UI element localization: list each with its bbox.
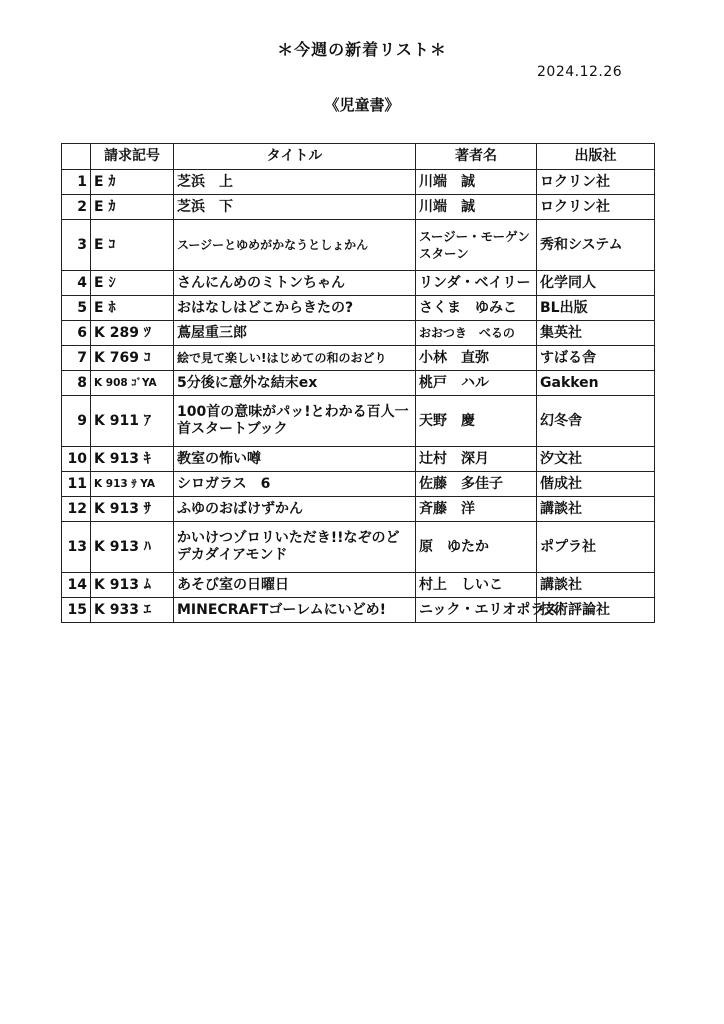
row-number: 14	[62, 573, 91, 598]
author: ニック・エリオポラス	[416, 598, 537, 623]
book-title: おはなしはどこからきたの?	[174, 296, 416, 321]
publisher: すばる舎	[537, 346, 655, 371]
row-number: 7	[62, 346, 91, 371]
table-row	[62, 497, 655, 522]
row-number: 15	[62, 598, 91, 623]
row-number: 12	[62, 497, 91, 522]
table-row	[62, 396, 655, 447]
book-title: スージーとゆめがかなうとしょかん	[174, 220, 416, 271]
author: スージー・モーゲンスターン	[416, 220, 537, 271]
publisher: BL出版	[537, 296, 655, 321]
call-number: K 913 ﾊ	[91, 522, 174, 573]
publisher: ロクリン社	[537, 195, 655, 220]
row-number: 11	[62, 472, 91, 497]
column-header-call-number: 請求記号	[91, 144, 174, 170]
call-number: E ｶ	[91, 170, 174, 195]
row-number: 3	[62, 220, 91, 271]
publisher: 汐文社	[537, 447, 655, 472]
table-row	[62, 346, 655, 371]
publisher: 秀和システム	[537, 220, 655, 271]
publisher: 偕成社	[537, 472, 655, 497]
publisher: 技術評論社	[537, 598, 655, 623]
author: 川端 誠	[416, 195, 537, 220]
table-row	[62, 522, 655, 573]
author: 佐藤 多佳子	[416, 472, 537, 497]
book-title: 芝浜 下	[174, 195, 416, 220]
table-header-row	[62, 144, 655, 170]
row-number: 6	[62, 321, 91, 346]
call-number: K 913 ｻ YA	[91, 472, 174, 497]
author: リンダ・ベイリー	[416, 271, 537, 296]
publisher: ポプラ社	[537, 522, 655, 573]
publisher: 化学同人	[537, 271, 655, 296]
publisher: 幻冬舎	[537, 396, 655, 447]
table-row	[62, 170, 655, 195]
book-title: かいけつゾロリいただき!!なぞのどデカダイアモンド	[174, 522, 416, 573]
row-number: 2	[62, 195, 91, 220]
author: 辻村 深月	[416, 447, 537, 472]
author: 村上 しいこ	[416, 573, 537, 598]
book-title: 蔦屋重三郎	[174, 321, 416, 346]
row-number: 13	[62, 522, 91, 573]
row-number: 10	[62, 447, 91, 472]
table-row	[62, 220, 655, 271]
publisher: Gakken	[537, 371, 655, 396]
table-row	[62, 573, 655, 598]
table-row	[62, 296, 655, 321]
book-title: 絵で見て楽しい!はじめての和のおどり	[174, 346, 416, 371]
column-header-author: 著者名	[416, 144, 537, 170]
call-number: K 769 ｺ	[91, 346, 174, 371]
author: 川端 誠	[416, 170, 537, 195]
category-heading: 《児童書》	[324, 96, 400, 114]
column-header-number	[62, 144, 91, 170]
call-number: E ﾎ	[91, 296, 174, 321]
book-title: 5分後に意外な結末ex	[174, 371, 416, 396]
table-row	[62, 195, 655, 220]
row-number: 4	[62, 271, 91, 296]
publisher: 集英社	[537, 321, 655, 346]
list-date: 2024.12.26	[537, 64, 623, 80]
author: 斉藤 洋	[416, 497, 537, 522]
publisher: 講談社	[537, 573, 655, 598]
column-header-publisher: 出版社	[537, 144, 655, 170]
author: さくま ゆみこ	[416, 296, 537, 321]
book-title: 100首の意味がパッ!とわかる百人一首スタートブック	[174, 396, 416, 447]
row-number: 9	[62, 396, 91, 447]
table-row	[62, 598, 655, 623]
author: 原 ゆたか	[416, 522, 537, 573]
table-row	[62, 271, 655, 296]
publisher: 講談社	[537, 497, 655, 522]
call-number: K 913 ﾑ	[91, 573, 174, 598]
call-number: K 913 ｻ	[91, 497, 174, 522]
row-number: 5	[62, 296, 91, 321]
column-header-title: タイトル	[174, 144, 416, 170]
call-number: K 908 ｺﾞYA	[91, 371, 174, 396]
table-row	[62, 321, 655, 346]
table-row	[62, 447, 655, 472]
table-row	[62, 472, 655, 497]
book-title: あそび室の日曜日	[174, 573, 416, 598]
author: おおつき べるの	[416, 321, 537, 346]
author: 小林 直弥	[416, 346, 537, 371]
book-title: MINECRAFTゴーレムにいどめ!	[174, 598, 416, 623]
call-number: E ｺ	[91, 220, 174, 271]
call-number: K 933 ｴ	[91, 598, 174, 623]
row-number: 1	[62, 170, 91, 195]
book-title: 教室の怖い噂	[174, 447, 416, 472]
book-title: さんにんめのミトンちゃん	[174, 271, 416, 296]
call-number: K 289 ﾂ	[91, 321, 174, 346]
page-title: ＊今週の新着リスト＊	[277, 40, 447, 59]
new-books-table	[61, 143, 655, 623]
publisher: ロクリン社	[537, 170, 655, 195]
table-row	[62, 371, 655, 396]
book-title: ふゆのおばけずかん	[174, 497, 416, 522]
author: 桃戸 ハル	[416, 371, 537, 396]
call-number: E ｼ	[91, 271, 174, 296]
call-number: E ｶ	[91, 195, 174, 220]
book-title: 芝浜 上	[174, 170, 416, 195]
row-number: 8	[62, 371, 91, 396]
call-number: K 911 ｱ	[91, 396, 174, 447]
author: 天野 慶	[416, 396, 537, 447]
book-title: シロガラス 6	[174, 472, 416, 497]
call-number: K 913 ｷ	[91, 447, 174, 472]
